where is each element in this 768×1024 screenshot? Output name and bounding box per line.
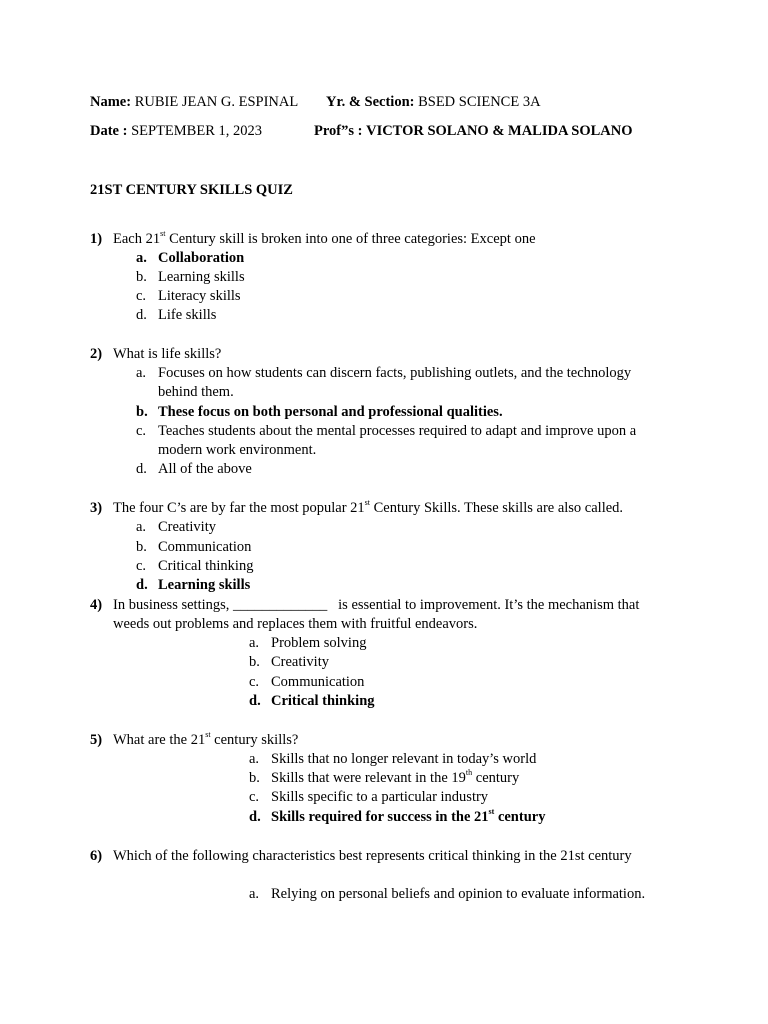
question-text: In business settings, _____________ is essential to improvement. It’s the mechanism that	[113, 597, 640, 613]
question-text: Each 21st Century skill is broken into one of three categories: Except one	[113, 229, 536, 247]
year-section-line	[326, 93, 541, 112]
name-label: Name:	[90, 94, 132, 110]
question-number: 5)	[90, 732, 103, 748]
question-text: What are the 21st century skills?	[113, 730, 299, 748]
question-4-cont: weeds out problems and replaces them with fruitful endeavors.	[113, 616, 478, 632]
question-text: The four C’s are by far the most popular 21st Century Skills. These skills are also called.	[113, 498, 624, 516]
date-value: SEPTEMBER 1, 2023	[131, 123, 262, 139]
section-value: BSED SCIENCE 3A	[418, 94, 541, 110]
student-name-line	[90, 93, 298, 112]
question-number: 6)	[90, 848, 103, 864]
profs-value: VICTOR SOLANO & MALIDA SOLANO	[366, 123, 633, 139]
date-line	[90, 122, 262, 141]
question-number: 2)	[90, 346, 103, 362]
question-text: Which of the following characteristics best represents critical thinking in the 21st century	[113, 848, 632, 864]
name-value: RUBIE JEAN G. ESPINAL	[134, 94, 299, 110]
quiz-title: 21ST CENTURY SKILLS QUIZ	[90, 182, 293, 198]
question-number: 4)	[90, 597, 103, 613]
question-text: What is life skills?	[113, 346, 222, 362]
section-label: Yr. & Section:	[326, 94, 415, 110]
professors-line	[314, 122, 633, 141]
date-label: Date :	[90, 123, 128, 139]
question-number: 3)	[90, 500, 103, 516]
question-number: 1)	[90, 231, 103, 247]
profs-label: Prof”s :	[314, 123, 363, 139]
